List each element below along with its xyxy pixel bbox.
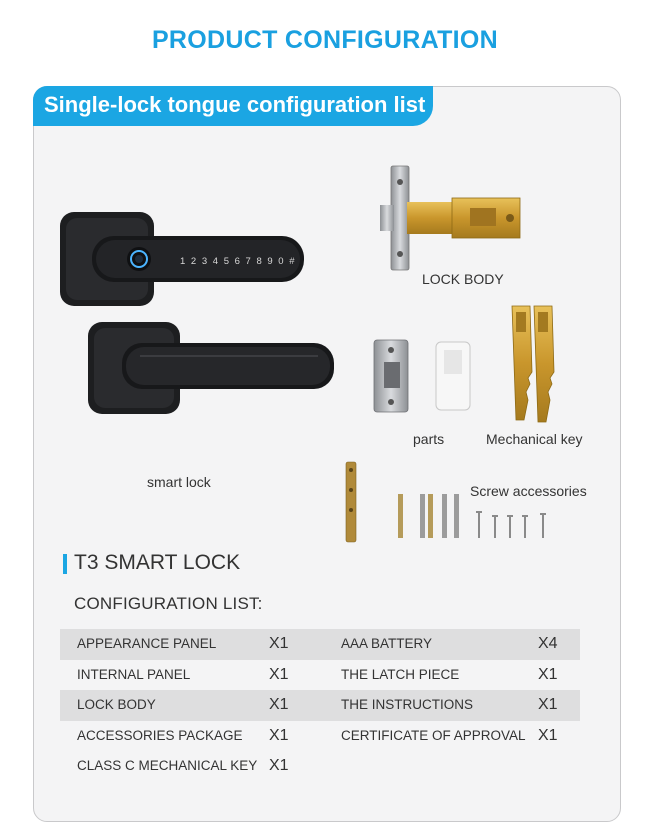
item-quantity: X1 [269, 635, 289, 652]
smart-lock-inner-handle [88, 322, 334, 414]
caption-smart-lock: smart lock [147, 474, 211, 490]
item-quantity: X1 [538, 696, 558, 713]
item-quantity: X1 [269, 757, 289, 774]
item-quantity: X1 [538, 665, 558, 683]
caption-mechanical-key: Mechanical key [486, 431, 583, 447]
table-row [60, 629, 580, 660]
caption-lock-body: LOCK BODY [422, 271, 504, 287]
ribbon-title: Single-lock tongue configuration list [44, 92, 426, 117]
item-quantity: X1 [269, 696, 289, 713]
strike-plate-image [374, 340, 408, 412]
spindle-image [346, 462, 356, 542]
item-name: THE LATCH PIECE [341, 666, 460, 682]
table-row [60, 721, 580, 752]
latch-box-image [436, 342, 470, 410]
item-quantity: X1 [269, 665, 289, 683]
configuration-list-label: CONFIGURATION LIST: [74, 594, 263, 613]
item-name: CERTIFICATE OF APPROVAL [341, 727, 526, 743]
caption-parts: parts [413, 431, 445, 447]
item-name: THE INSTRUCTIONS [341, 697, 474, 712]
item-name: LOCK BODY [77, 697, 156, 712]
screw-accessories-image [398, 494, 546, 538]
table-row [60, 660, 580, 691]
page-title: PRODUCT CONFIGURATION [151, 26, 499, 54]
caption-screw-accessories: Screw accessories [470, 483, 587, 499]
item-quantity: X1 [269, 726, 289, 744]
mechanical-keys-image [512, 306, 554, 422]
configuration-table [60, 629, 580, 782]
keypad-digits: 1 2 3 4 5 6 7 8 9 0 # [180, 256, 297, 267]
item-quantity: X4 [538, 635, 558, 652]
lock-body-image [380, 166, 520, 270]
section-title: T3 SMART LOCK [74, 551, 241, 574]
item-quantity: X1 [538, 726, 558, 744]
item-name: APPEARANCE PANEL [77, 636, 217, 651]
item-name: AAA BATTERY [341, 636, 433, 651]
item-name: INTERNAL PANEL [77, 666, 191, 682]
item-name: ACCESSORIES PACKAGE [77, 727, 243, 743]
item-name: CLASS C MECHANICAL KEY [77, 758, 258, 773]
table-row [60, 751, 580, 782]
table-row [60, 690, 580, 721]
section-accent-bar [63, 554, 67, 574]
